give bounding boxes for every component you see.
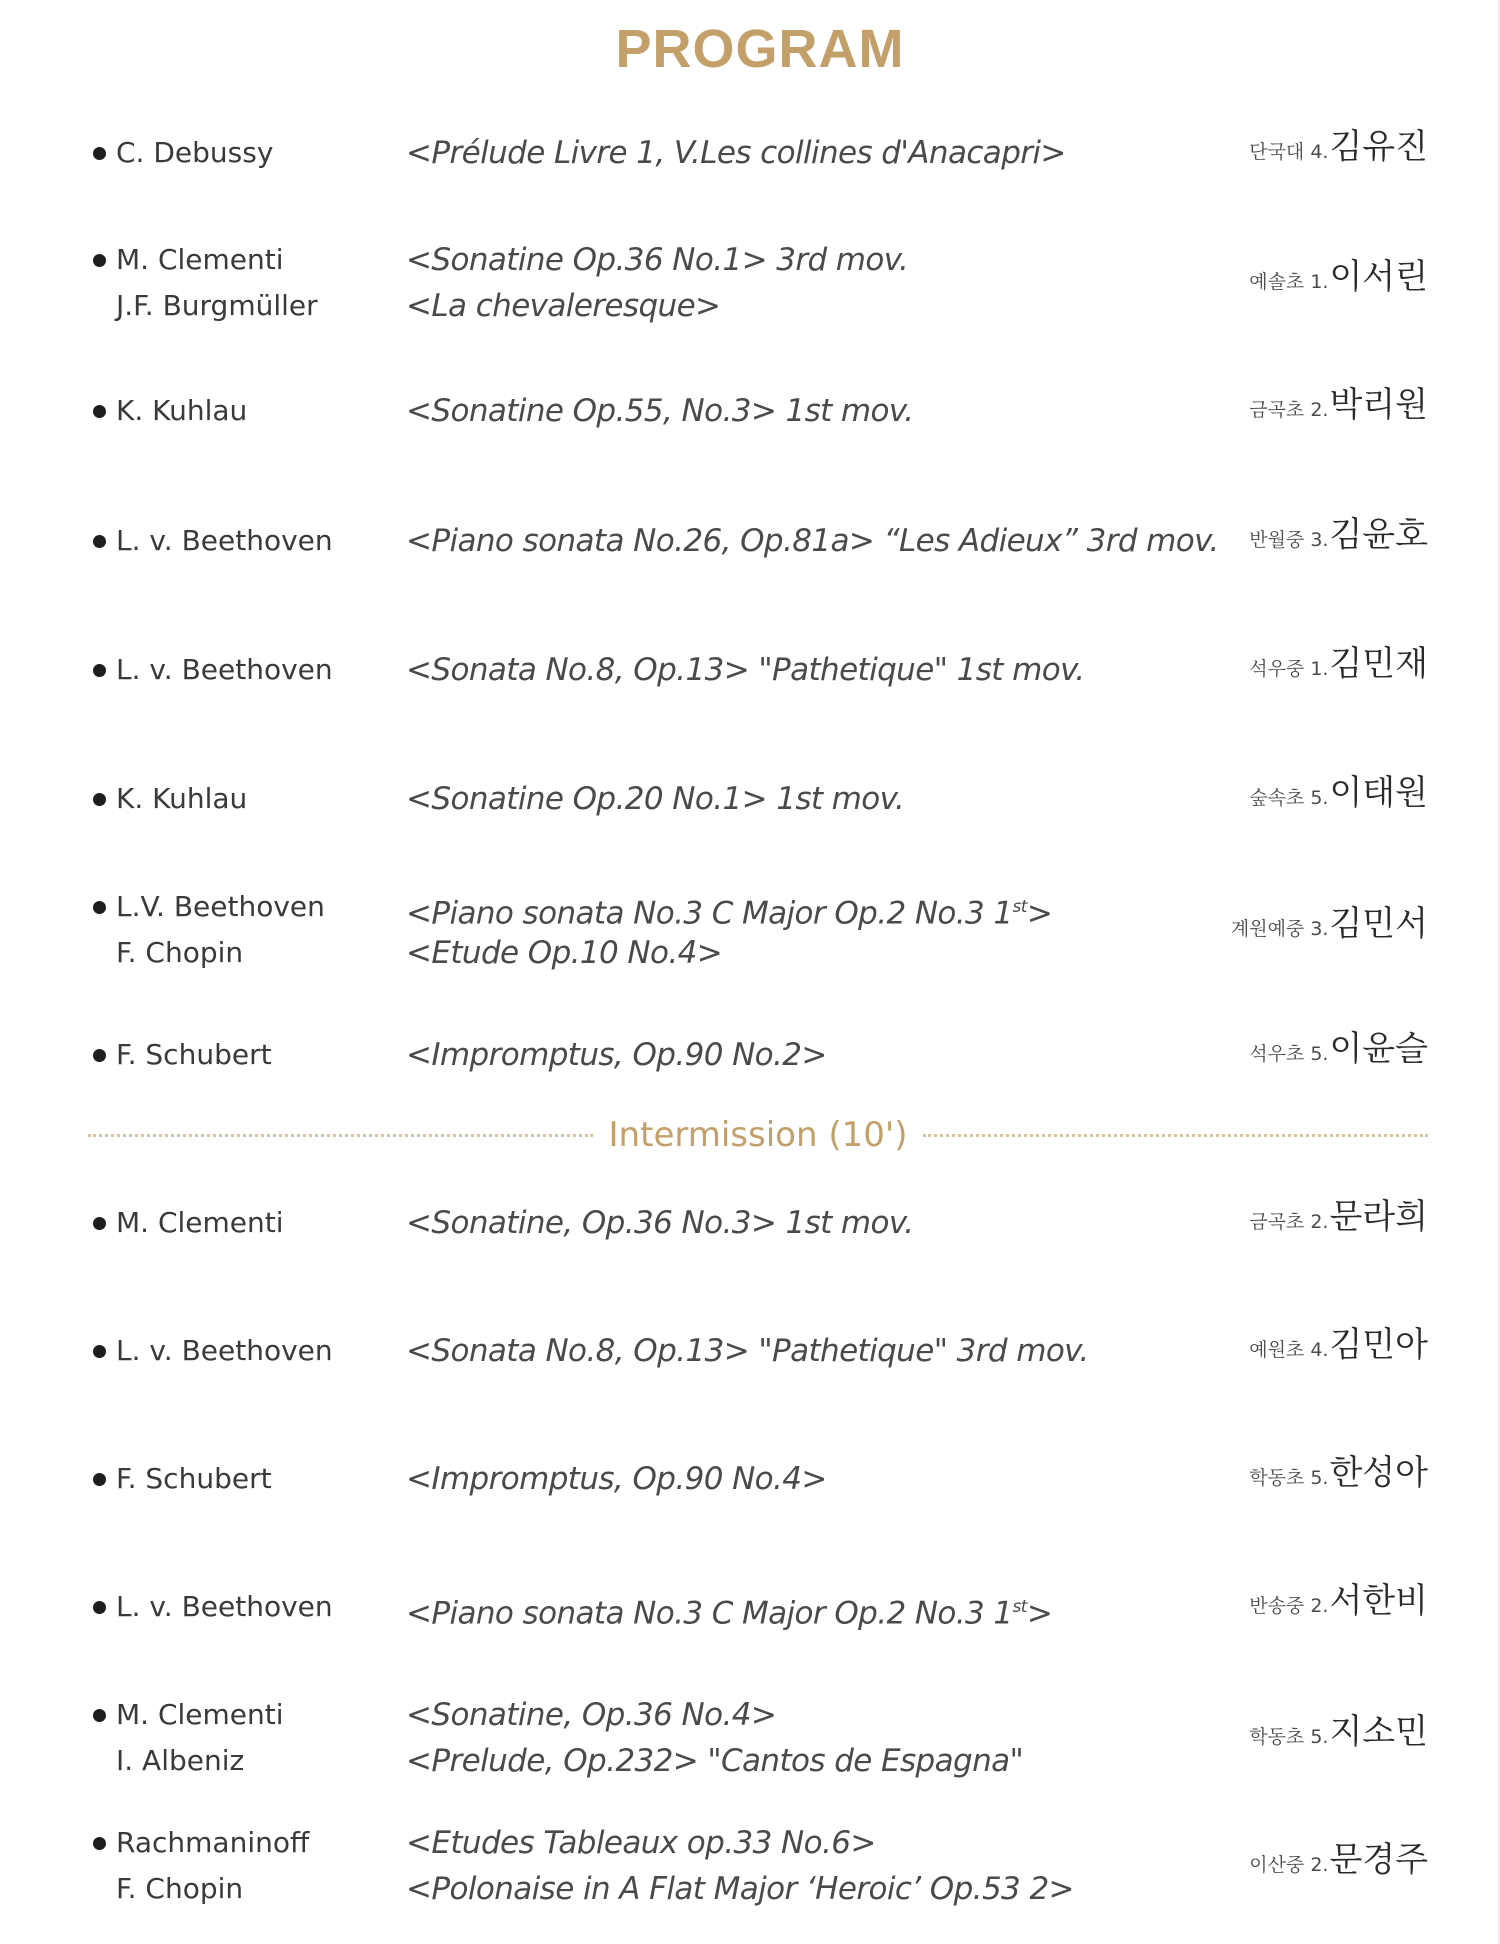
work-title: <Sonatine Op.36 No.1> 3rd mov. [406, 242, 909, 278]
composer-list [116, 237, 386, 329]
work-title: <Sonatine Op.20 No.1> 1st mov. [406, 781, 905, 817]
bullet-icon [93, 405, 106, 418]
performer-name: 지소민 [1329, 1712, 1428, 1752]
bullet-icon [93, 1837, 106, 1850]
composer-name: M. Clementi [116, 1206, 284, 1239]
work-title: <Impromptus, Op.90 No.4> [406, 1461, 827, 1497]
performer-school-grade: 석우중 1. [1249, 658, 1329, 680]
composer-name: L. v. Beethoven [116, 524, 333, 557]
composer-name: F. Chopin [116, 936, 244, 969]
composer-name: K. Kuhlau [116, 782, 248, 815]
composer-list [116, 1456, 386, 1502]
work-list [406, 1584, 1246, 1630]
composer-list [116, 518, 386, 564]
work-list [406, 237, 1246, 329]
performer-school-grade: 예솔초 1. [1249, 271, 1329, 293]
composer-name: F. Schubert [116, 1038, 272, 1071]
performer [1231, 901, 1428, 947]
performer-school-grade: 금곡초 2. [1249, 399, 1329, 421]
composer-list [116, 776, 386, 822]
composer-name: I. Albeniz [116, 1744, 245, 1777]
performer-school-grade: 단국대 4. [1249, 141, 1329, 163]
work-list [406, 1200, 1246, 1246]
composer-list [116, 1584, 386, 1630]
work-title: <Polonaise in A Flat Major ‘Heroic’ Op.53 2> [406, 1871, 1074, 1907]
bullet-icon [93, 1345, 106, 1358]
composer-list [116, 1328, 386, 1374]
composer-name: L.V. Beethoven [116, 890, 325, 923]
intermission-divider [88, 1110, 1428, 1160]
performer [1249, 254, 1428, 300]
work-list [406, 518, 1246, 564]
composer-name: Rachmaninoff [116, 1826, 310, 1859]
performer-school-grade: 학동초 5. [1249, 1726, 1329, 1748]
performer-name: 김민서 [1329, 904, 1428, 944]
work-title: <Etude Op.10 No.4> [406, 935, 723, 971]
work-list [406, 130, 1246, 176]
work-title-text: <Piano sonata No.3 C Major Op.2 No.3 1 [406, 1595, 1013, 1632]
work-title-text: <Piano sonata No.3 C Major Op.2 No.3 1 [406, 895, 1013, 932]
work-title: <Impromptus, Op.90 No.2> [406, 1037, 827, 1073]
work-list [406, 884, 1246, 976]
performer-school-grade: 반월중 3. [1249, 529, 1329, 551]
performer-school-grade: 반송중 2. [1249, 1595, 1329, 1617]
performer-school-grade: 금곡초 2. [1249, 1211, 1329, 1233]
bullet-icon [93, 664, 106, 677]
work-title: <Sonatine, Op.36 No.3> 1st mov. [406, 1205, 914, 1241]
performer-school-grade: 계원예중 3. [1230, 918, 1329, 940]
bullet-icon [93, 1049, 106, 1062]
composer-list [116, 884, 386, 976]
performer-name: 이태원 [1329, 773, 1428, 813]
performer [1249, 641, 1428, 687]
work-list [406, 647, 1246, 693]
bullet-icon [93, 1473, 106, 1486]
bullet-icon [93, 793, 106, 806]
page-title: PROGRAM [615, 19, 905, 79]
composer-list [116, 388, 386, 434]
performer-school-grade: 학동초 5. [1249, 1467, 1329, 1489]
work-title: <Etudes Tableaux op.33 No.6> [406, 1825, 876, 1861]
work-title: <Prélude Livre 1, V.Les collines d'Anacapri> [406, 135, 1066, 171]
work-title-tail: > [1026, 1595, 1053, 1632]
performer-school-grade: 예원초 4. [1249, 1339, 1329, 1361]
performer [1249, 770, 1428, 816]
composer-list [116, 130, 386, 176]
composer-name: L. v. Beethoven [116, 653, 333, 686]
bullet-icon [93, 901, 106, 914]
composer-list [116, 1200, 386, 1246]
performer [1249, 1322, 1428, 1368]
work-list [406, 1820, 1246, 1912]
composer-list [116, 647, 386, 693]
intermission-label: Intermission (10') [608, 1115, 908, 1155]
bullet-icon [93, 147, 106, 160]
work-title: <Sonata No.8, Op.13> "Pathetique" 1st mov. [406, 652, 1085, 688]
work-title: <Sonatine Op.55, No.3> 1st mov. [406, 393, 914, 429]
dotted-rule-right [923, 1134, 1428, 1137]
bullet-icon [93, 1709, 106, 1722]
bullet-icon [93, 1217, 106, 1230]
composer-name: M. Clementi [116, 243, 284, 276]
composer-name: M. Clementi [116, 1698, 284, 1731]
performer-school-grade: 숲속초 5. [1249, 787, 1329, 809]
composer-name: F. Chopin [116, 1872, 244, 1905]
work-title: <Prelude, Op.232> "Cantos de Espagna" [406, 1743, 1024, 1779]
work-title [406, 1584, 1246, 1630]
composer-list [116, 1032, 386, 1078]
performer-name: 이서린 [1329, 257, 1428, 297]
composer-name: C. Debussy [116, 136, 274, 169]
ordinal-suffix: st [1012, 1597, 1027, 1617]
work-title: <Piano sonata No.26, Op.81a> “Les Adieux” 3rd mov. [406, 523, 1219, 559]
work-title-tail: > [1026, 895, 1053, 932]
composer-name: L. v. Beethoven [116, 1590, 333, 1623]
composer-name: J.F. Burgmüller [116, 289, 318, 322]
work-list [406, 1456, 1246, 1502]
work-list [406, 388, 1246, 434]
bullet-icon [93, 1601, 106, 1614]
work-title: <La chevaleresque> [406, 288, 721, 324]
work-list [406, 1032, 1246, 1078]
performer-name: 서한비 [1329, 1581, 1428, 1621]
composer-name: L. v. Beethoven [116, 1334, 333, 1367]
performer [1249, 1578, 1428, 1624]
composer-list [116, 1692, 386, 1784]
work-title: <Sonatine, Op.36 No.4> [406, 1697, 777, 1733]
performer-name: 문라희 [1329, 1197, 1428, 1237]
performer [1249, 1026, 1428, 1072]
performer [1249, 1837, 1428, 1883]
performer [1249, 1709, 1428, 1755]
performer-name: 박리원 [1329, 385, 1428, 425]
performer-name: 김민아 [1329, 1325, 1428, 1365]
performer [1249, 1194, 1428, 1240]
work-list [406, 1692, 1246, 1784]
work-title: <Sonata No.8, Op.13> "Pathetique" 3rd mov. [406, 1333, 1089, 1369]
composer-name: F. Schubert [116, 1462, 272, 1495]
work-list [406, 776, 1246, 822]
performer-school-grade: 이산중 2. [1249, 1854, 1329, 1876]
work-title [406, 884, 1246, 930]
performer [1249, 124, 1428, 170]
performer-name: 김민재 [1329, 644, 1428, 684]
composer-name: K. Kuhlau [116, 394, 248, 427]
composer-list [116, 1820, 386, 1912]
performer [1249, 382, 1428, 428]
ordinal-suffix: st [1012, 897, 1027, 917]
bullet-icon [93, 254, 106, 267]
performer-name: 김유진 [1329, 127, 1428, 167]
dotted-rule-left [88, 1134, 593, 1137]
performer [1249, 1450, 1428, 1496]
performer [1249, 512, 1428, 558]
performer-name: 문경주 [1329, 1840, 1428, 1880]
work-list [406, 1328, 1246, 1374]
performer-school-grade: 석우초 5. [1249, 1043, 1329, 1065]
performer-name: 이윤슬 [1329, 1029, 1428, 1069]
bullet-icon [93, 535, 106, 548]
performer-name: 김윤호 [1329, 515, 1428, 555]
performer-name: 한성아 [1329, 1453, 1428, 1493]
